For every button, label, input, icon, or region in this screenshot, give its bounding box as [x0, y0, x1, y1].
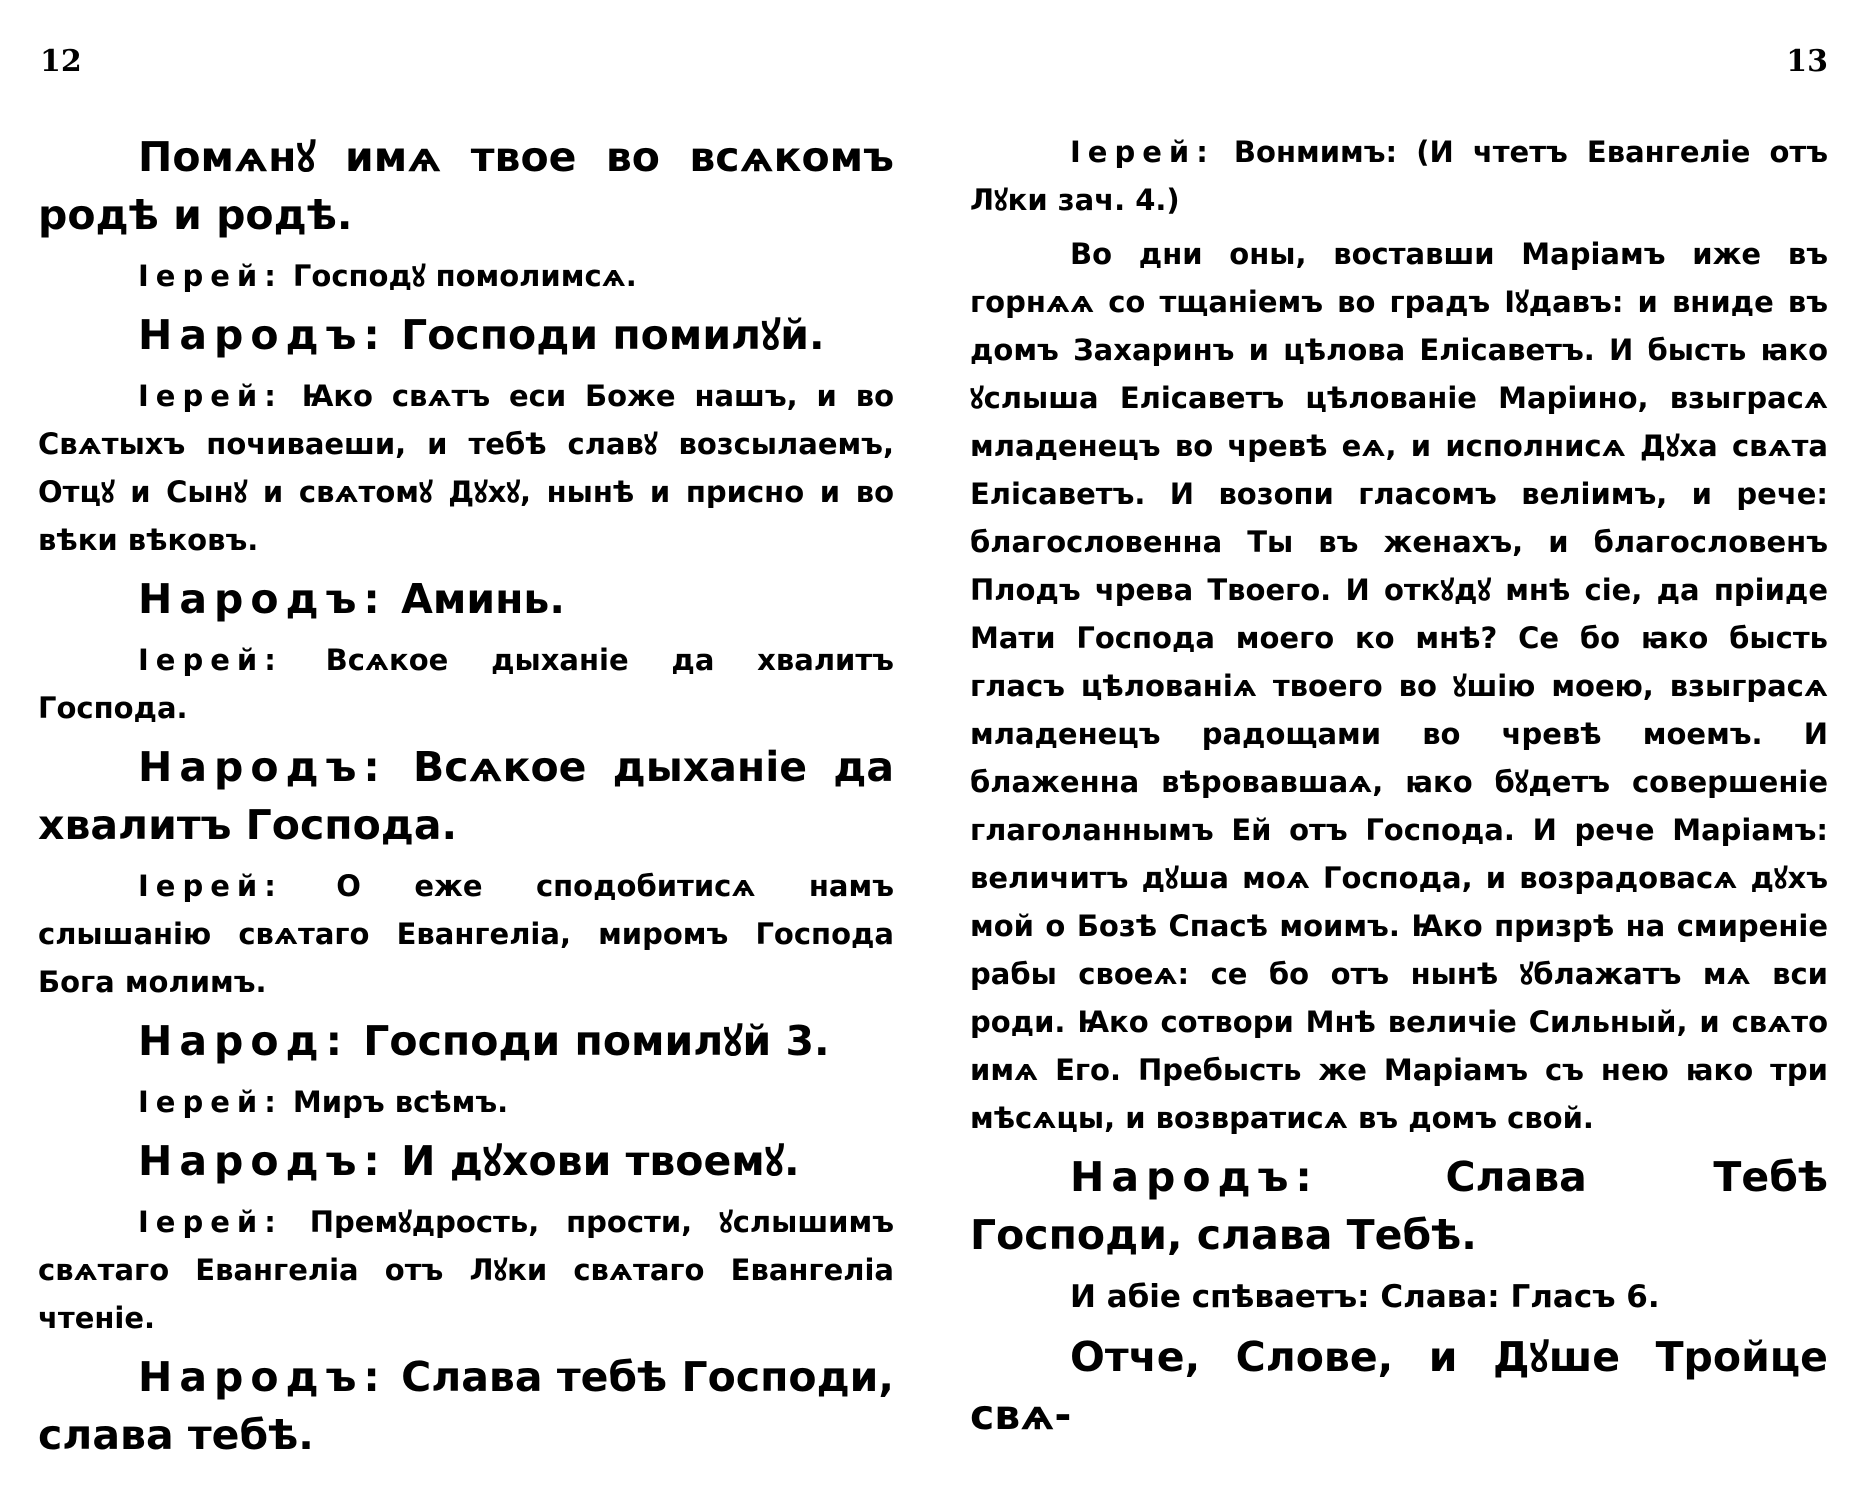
paragraph	[38, 1012, 894, 1070]
paragraph-text: И дꙋхови твоемꙋ.	[401, 1137, 800, 1185]
speaker-label: Ιерей:	[1070, 135, 1215, 169]
speaker-label: Ιерей:	[138, 1085, 283, 1119]
paragraph	[38, 306, 894, 364]
paragraph-text: Во дни оны, воставши Маріамъ иже въ горнѧѧ со тщаніемъ во градъ Іꙋдавъ: и вниде въ домъ Захаринъ и цѣлова Елісаветъ. И бысть ꙗко ꙋслыша Елісаветъ цѣлованіе Маріино, взыграсѧ младенецъ во чревѣ еѧ, и исполнисѧ Дꙋха свѧта Елісаветъ. И возопи гласомъ веліимъ, и рече: благословенна Ты въ женахъ, и благословенъ Плодъ чрева Твоего. И откꙋдꙋ мнѣ сіе, да пріиде Мати Господа моего ко мнѣ? Се бо ꙗко бысть гласъ цѣлованіѧ твоего во ꙋшію моею, взыграсѧ младенецъ радощами во чревѣ моемъ. И блаженна вѣровавшаѧ, ꙗко бꙋдетъ совершеніе глаголаннымъ Ей отъ Господа. И рече Маріамъ: величитъ дꙋша моѧ Господа, и возрадовасѧ дꙋхъ мой о Бозѣ Спасѣ моимъ. Ꙗко призрѣ на смиреніе рабы своеѧ: се бо отъ нынѣ ꙋблажатъ мѧ вси роди. Ꙗко сотвори Мнѣ величіе Сильный, и свѧто имѧ Его. Пребысть же Маріамъ съ нею ꙗко три мѣсѧцы, и возвратисѧ въ домъ свой.	[970, 237, 1828, 1135]
paragraph	[38, 1078, 894, 1126]
page-text	[38, 128, 894, 1472]
paragraph-text: Ꙗко свѧтъ еси Боже нашъ, и во Свѧтыхъ почиваеши, и тебѣ славꙋ возсылаемъ, Отцꙋ и Сынꙋ и свѧтомꙋ Дꙋхꙋ, нынѣ и присно и во вѣки вѣковъ.	[38, 379, 894, 557]
speaker-label: Народъ:	[138, 1353, 387, 1401]
page-number: 12	[40, 44, 82, 79]
page-text	[970, 128, 1828, 1452]
paragraph	[38, 372, 894, 564]
paragraph-text: Господи помилꙋй 3.	[363, 1017, 830, 1065]
paragraph-text: Господꙋ помолимсѧ.	[292, 259, 637, 293]
paragraph	[38, 1132, 894, 1190]
speaker-label: Народъ:	[138, 1137, 387, 1185]
paragraph-text: Миръ всѣмъ.	[292, 1085, 509, 1119]
page-number: 13	[1786, 44, 1828, 79]
speaker-label: Народъ:	[1070, 1153, 1319, 1201]
paragraph	[38, 738, 894, 854]
paragraph-text: Вонмимъ: (И чтетъ Евангеліе отъ Лꙋки зач. 4.)	[970, 135, 1828, 217]
speaker-label: Народъ:	[138, 311, 387, 359]
speaker-label: Ιерей:	[138, 1205, 283, 1239]
speaker-label: Ιерей:	[138, 643, 283, 677]
speaker-label: Народъ:	[138, 743, 387, 791]
paragraph	[38, 1348, 894, 1464]
paragraph-text: Всѧкое дыханіе да хвалитъ Господа.	[38, 743, 894, 849]
paragraph-text: Премꙋдрость, прости, ꙋслышимъ свѧтаго Евангеліа отъ Лꙋки свѧтаго Евангеліа чтеніе.	[38, 1205, 894, 1335]
paragraph-text: Аминь.	[401, 575, 565, 623]
paragraph	[38, 1198, 894, 1342]
paragraph-text: И абіе спѣваетъ: Слава: Гласъ 6.	[1070, 1279, 1660, 1315]
paragraph-text: Всѧкое дыханіе да хвалитъ Господа.	[38, 643, 894, 725]
paragraph	[970, 128, 1828, 224]
paragraph	[970, 230, 1828, 1142]
paragraph-text: О еже сподобитисѧ намъ слышанію свѧтаго Евангеліа, миромъ Господа Бога молимъ.	[38, 869, 894, 999]
paragraph	[38, 570, 894, 628]
speaker-label: Ιерей:	[138, 259, 283, 293]
paragraph-text: Помѧнꙋ имѧ твое во всѧкомъ родѣ и родѣ.	[38, 133, 894, 239]
right-page	[930, 0, 1860, 1500]
speaker-label: Народъ:	[138, 575, 387, 623]
speaker-label: Ιерей:	[138, 379, 283, 413]
paragraph	[38, 636, 894, 732]
speaker-label: Народ:	[138, 1017, 350, 1065]
paragraph	[970, 1272, 1828, 1322]
paragraph-text: Отче, Слове, и Дꙋше Тройце свѧ-	[970, 1333, 1828, 1439]
paragraph-text: Слава Тебѣ Господи, слава Тебѣ.	[970, 1153, 1829, 1259]
paragraph-text: Слава тебѣ Господи, слава тебѣ.	[38, 1353, 894, 1459]
paragraph	[970, 1148, 1828, 1264]
paragraph	[38, 252, 894, 300]
speaker-label: Ιерей:	[138, 869, 283, 903]
paragraph-text: Господи помилꙋй.	[401, 311, 825, 359]
paragraph	[970, 1328, 1828, 1444]
paragraph	[38, 128, 894, 244]
paragraph	[38, 862, 894, 1006]
